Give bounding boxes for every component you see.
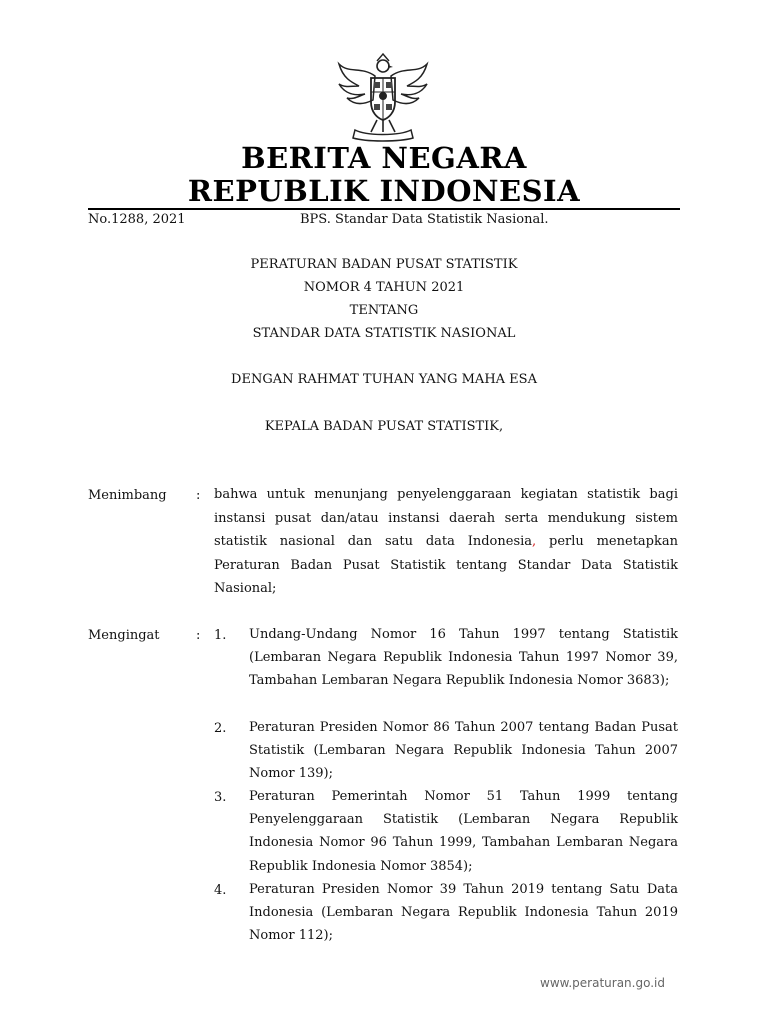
mengingat-item-text: Peraturan Presiden Nomor 86 Tahun 2007 tentang Badan Pusat Statistik (Lembaran Negara Republik Indonesia Tahun 2007 Nomor 139); bbox=[249, 720, 678, 782]
menimbang-red-comma: , bbox=[532, 534, 537, 549]
regulation-title: PERATURAN BADAN PUSAT STATISTIK bbox=[250, 257, 518, 272]
mengingat-item-number: 1. bbox=[214, 628, 227, 643]
mengingat-item-number: 2. bbox=[214, 721, 227, 736]
mengingat-item-number: 4. bbox=[214, 883, 227, 898]
menimbang-text bbox=[214, 483, 678, 601]
regulation-subject: STANDAR DATA STATISTIK NASIONAL bbox=[252, 326, 516, 341]
regulation-number: NOMOR 4 TAHUN 2021 bbox=[303, 280, 465, 295]
mengingat-item-text: Peraturan Presiden Nomor 39 Tahun 2019 tentang Satu Data Indonesia (Lembaran Negara Republik Indonesia Tahun 2019 Nomor 112); bbox=[249, 882, 678, 944]
gazette-title-line2: REPUBLIK INDONESIA bbox=[187, 174, 581, 208]
mengingat-label: Mengingat bbox=[88, 628, 160, 643]
garuda-emblem-icon bbox=[331, 52, 435, 142]
gazette-subject: BPS. Standar Data Statistik Nasional. bbox=[300, 212, 549, 227]
regulation-tentang: TENTANG bbox=[349, 303, 419, 318]
mengingat-colon: : bbox=[196, 628, 201, 643]
gazette-number: No.1288, 2021 bbox=[88, 212, 186, 227]
header-divider bbox=[88, 208, 680, 210]
invocation: DENGAN RAHMAT TUHAN YANG MAHA ESA bbox=[231, 372, 537, 387]
mengingat-item-text: Peraturan Pemerintah Nomor 51 Tahun 1999 tentang Penyelenggaraan Statistik (Lembaran Negara Republik Indonesia Nomor 96 Tahun 1999, Tambahan Lembaran Negara Republik Indonesia Nomor 3854); bbox=[249, 789, 678, 874]
gazette-title-line1: BERITA NEGARA bbox=[241, 141, 527, 175]
menimbang-text-main: bahwa untuk menunjang penyelenggaraan kegiatan statistik bagi instansi pusat dan/atau instansi daerah serta mendukung sistem statistik nasional dan satu data Indonesia bbox=[214, 487, 678, 549]
mengingat-item-number: 3. bbox=[214, 790, 227, 805]
source-url: www.peraturan.go.id bbox=[540, 976, 665, 990]
menimbang-label: Menimbang bbox=[88, 488, 167, 503]
issuing-authority: KEPALA BADAN PUSAT STATISTIK, bbox=[264, 419, 504, 434]
menimbang-colon: : bbox=[196, 488, 201, 503]
mengingat-item-text: Undang-Undang Nomor 16 Tahun 1997 tentang Statistik (Lembaran Negara Republik Indonesia Tahun 1997 Nomor 39, Tambahan Lembaran Negara Republik Indonesia Nomor 3683); bbox=[249, 627, 678, 689]
menimbang-text-rest: perlu menetapkan Peraturan Badan Pusat Statistik tentang Standar Data Statistik Nasional; bbox=[214, 534, 678, 596]
